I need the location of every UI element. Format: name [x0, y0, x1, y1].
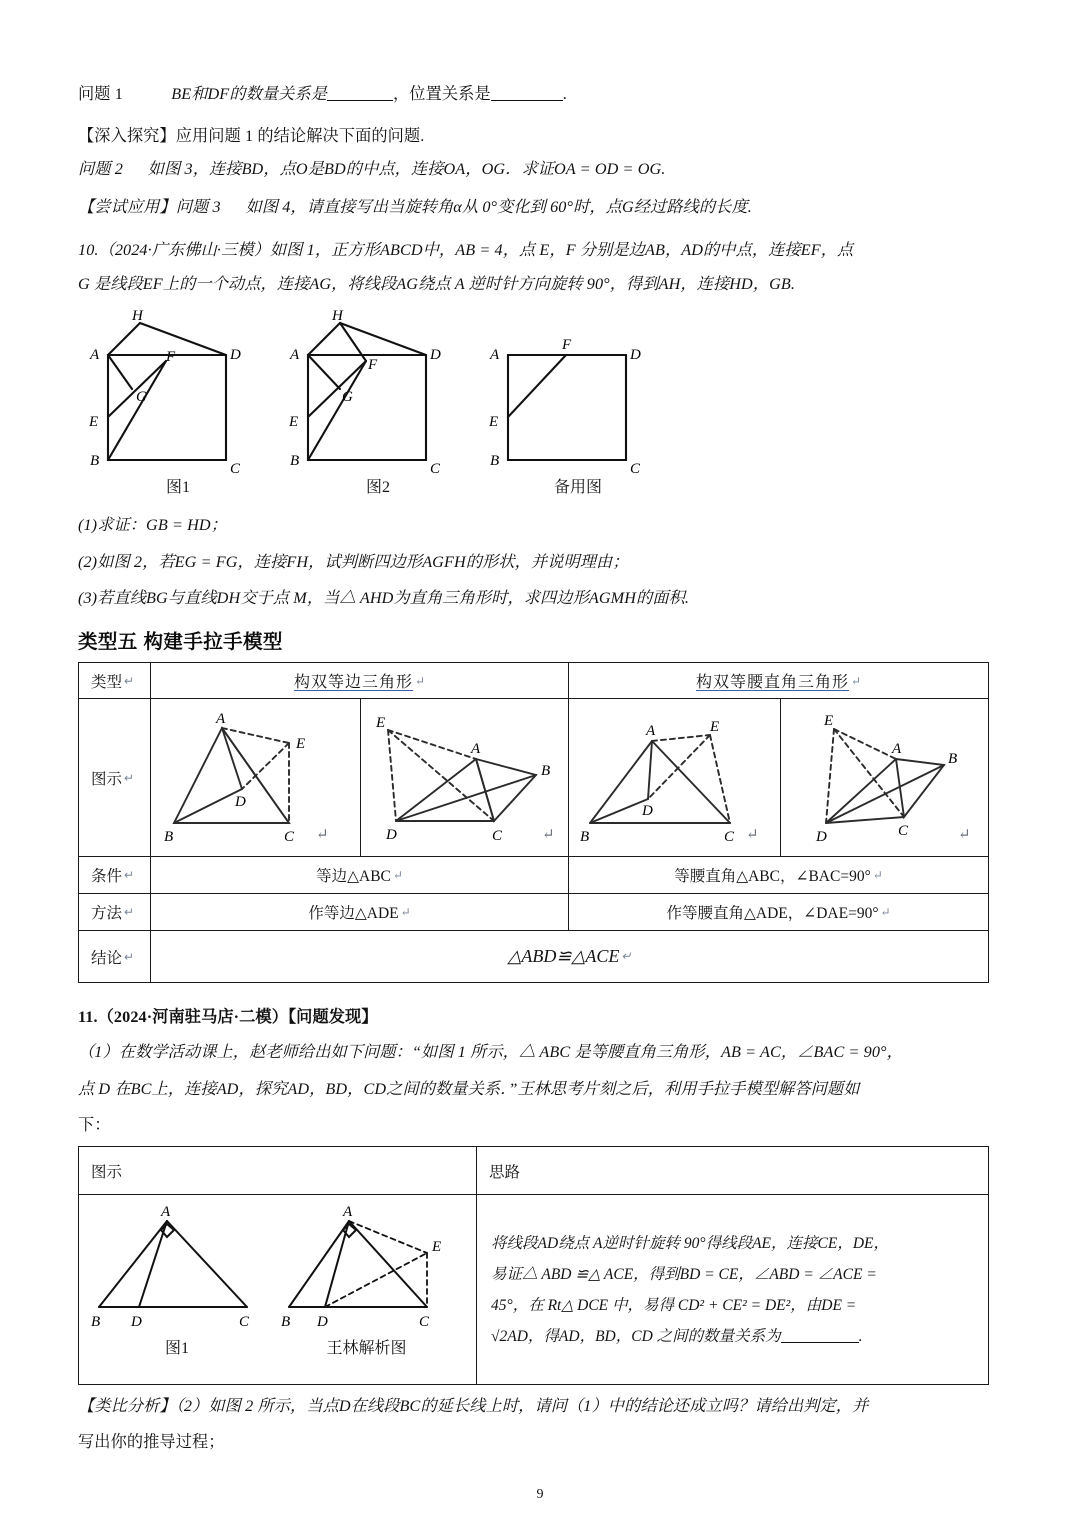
label-A: A — [891, 740, 901, 757]
table-figure-cell-4 — [781, 699, 989, 857]
problem-1-line — [78, 82, 567, 106]
pilcrow-icon: ↵ — [124, 770, 135, 785]
figure-3-label-E: E — [489, 414, 499, 430]
figure-3-caption: 备用图 — [553, 479, 602, 496]
figure-3-label-F: F — [562, 337, 572, 353]
problem-2-line: 问题 2 如图 3，连接BD，点O是BD的中点，连接OA，OG．求证OA = OD = OG. — [78, 160, 666, 178]
pilcrow-icon: ↵ — [621, 949, 632, 963]
label-A: A — [470, 740, 480, 757]
problem-1-label: 问题 1 — [78, 85, 123, 103]
pilcrow-icon: ↵ — [745, 826, 759, 843]
table2-header-figure: 图示 — [79, 1147, 477, 1195]
table2-fig-right-caption: 王林解析图 — [326, 1340, 407, 1357]
pilcrow-icon: ↵ — [124, 673, 135, 688]
idea-line-3: 45°，在 Rt△ DCE 中，易得 CD² + CE² = DE²，由DE = — [491, 1296, 857, 1314]
question-11-line-1: （1）在数学活动课上，赵老师给出如下问题：“如图 1 所示，△ ABC 是等腰直角三角形，AB = AC，∠BAC = 90°， — [78, 1043, 903, 1061]
handshake-model-table — [78, 662, 989, 983]
label-A: A — [343, 1204, 353, 1220]
analogy-analysis-line-2: 写出你的推导过程； — [78, 1433, 225, 1451]
figure-1-caption: 图1 — [165, 479, 190, 496]
figure-2-label-C: C — [430, 461, 441, 477]
table2-body-row — [79, 1195, 989, 1385]
figure-1-label-D: D — [230, 347, 241, 363]
answer-blank-3 — [781, 1342, 859, 1343]
label-C: C — [723, 828, 734, 845]
problem-1-text-b: ，位置关系是 — [393, 85, 491, 103]
pilcrow-icon: ↵ — [124, 905, 135, 919]
label-D: D — [234, 793, 246, 810]
conclusion-text: △ABD≌△ACE ↵ — [151, 931, 989, 983]
figure-1-label-H: H — [132, 308, 143, 324]
question-11-line-3: 下： — [78, 1116, 111, 1134]
label-D: D — [815, 828, 827, 845]
pilcrow-icon: ↵ — [872, 868, 883, 882]
answer-blank-1 — [327, 100, 393, 101]
figure-2-label-D: D — [430, 347, 441, 363]
problem-3-line: 【尝试应用】问题 3 如图 4，请直接写出当旋转角α从 0°变化到 60°时，点G经过路线的长度. — [78, 198, 752, 216]
pilcrow-icon: ↵ — [124, 949, 135, 964]
row-label-conclusion: 结论 ↵ — [79, 931, 151, 983]
row-label-method: 方法 ↵ — [79, 894, 151, 931]
figure-1-label-E: E — [89, 414, 99, 430]
label-B: B — [579, 828, 589, 845]
figure-1-label-A: A — [90, 347, 100, 363]
table2-figure-cell — [79, 1195, 477, 1385]
row-label-figure: 图示 ↵ — [79, 699, 151, 857]
pilcrow-icon: ↵ — [851, 674, 862, 688]
pilcrow-icon: ↵ — [880, 905, 891, 919]
section-heading-type-5: 类型五 构建手拉手模型 — [78, 631, 283, 653]
answer-blank-2 — [491, 100, 563, 101]
equilateral-diagram-1 — [156, 703, 356, 853]
table2-idea-cell — [477, 1195, 989, 1385]
figure-2-diagram — [278, 305, 478, 480]
label-E: E — [295, 735, 305, 752]
pilcrow-icon: ↵ — [315, 826, 329, 843]
header-isosceles-right: 构双等腰直角三角形 ↵ — [569, 663, 989, 699]
figure-1-label-G: G — [136, 389, 147, 405]
isosceles-right-diagram-1 — [574, 703, 776, 853]
table2-header-row — [79, 1147, 989, 1195]
wanglin-analysis-diagram — [277, 1203, 457, 1333]
pilcrow-icon: ↵ — [414, 674, 426, 688]
row-label-condition: 条件 ↵ — [79, 857, 151, 894]
pilcrow-icon: ↵ — [392, 868, 403, 882]
label-C: C — [283, 828, 294, 845]
idea-line-4: √2AD，得AD，BD，CD 之间的数量关系为 . — [491, 1327, 863, 1345]
pilcrow-icon: ↵ — [124, 868, 135, 882]
table-row-method — [79, 894, 989, 931]
table-figure-cell-1 — [151, 699, 361, 857]
table2-fig-left-caption: 图1 — [164, 1340, 189, 1357]
row-label-type: 类型 ↵ — [79, 663, 151, 699]
table-figure-cell-3 — [569, 699, 781, 857]
question-10-line-2: G 是线段EF上的一个动点，连接AG，将线段AG绕点 A 逆时针方向旋转 90°，得到AH，连接HD，GB. — [78, 275, 796, 293]
table-row-figures — [79, 699, 989, 857]
condition-isosceles-right: 等腰直角△ABC，∠BAC=90° ↵ — [569, 857, 989, 894]
figure-2-label-B: B — [290, 453, 300, 469]
label-A: A — [645, 722, 655, 739]
sub-question-3: (3)若直线BG与直线DH交于点 M，当△ AHD为直角三角形时，求四边形AGMH的面积. — [78, 589, 690, 607]
label-C: C — [239, 1314, 250, 1330]
figure-1-diagram — [78, 305, 278, 480]
figure-2-label-A: A — [290, 347, 300, 363]
figure-1-label-F: F — [166, 349, 176, 365]
label-E: E — [709, 718, 719, 735]
question-10-line-1: 10.（2024·广东佛山·三模）如图 1，正方形ABCD中，AB = 4，点 E，F 分别是边AB，AD的中点，连接EF，点 — [78, 241, 854, 259]
table-row-condition — [79, 857, 989, 894]
table-figure-cell-2 — [361, 699, 569, 857]
label-C: C — [419, 1314, 430, 1330]
figure-3-label-D: D — [630, 347, 641, 363]
analogy-analysis-line-1: 【类比分析】（2）如图 2 所示，当点D在线段BC的延长线上时，请问（1）中的结论还成立吗？请给出判定，并 — [78, 1397, 869, 1415]
label-D: D — [131, 1314, 142, 1330]
condition-equilateral: 等边△ABC ↵ — [151, 857, 569, 894]
equilateral-diagram-2 — [366, 703, 564, 853]
method-equilateral: 作等边△ADE ↵ — [151, 894, 569, 931]
figure-2-label-F: F — [368, 357, 378, 373]
figure-3-diagram — [478, 305, 678, 480]
figure-2-label-H: H — [332, 308, 343, 324]
question-11-header: 11.（2024·河南驻马店·二模）【问题发现】 — [78, 1008, 378, 1026]
method-isosceles-right: 作等腰直角△ADE，∠DAE=90° ↵ — [569, 894, 989, 931]
isosceles-right-diagram-2 — [786, 703, 984, 853]
figure-3-label-B: B — [490, 453, 500, 469]
figure-1-label-B: B — [90, 453, 100, 469]
label-D: D — [317, 1314, 328, 1330]
label-A: A — [161, 1204, 171, 1220]
fig1-isosceles-triangle — [87, 1203, 267, 1333]
table-row-type — [79, 663, 989, 699]
sub-question-2: (2)如图 2，若EG = FG，连接FH，试判断四边形AGFH的形状，并说明理由； — [78, 553, 629, 571]
label-A: A — [215, 710, 225, 727]
idea-line-2: 易证△ ABD ≌△ ACE，得到BD = CE，∠ABD = ∠ACE = — [491, 1265, 877, 1283]
header-equilateral: 构双等边三角形 ↵ — [151, 663, 569, 699]
page-number: 9 — [536, 1487, 544, 1502]
idea-line-1: 将线段AD绕点 A逆时针旋转 90°得线段AE，连接CE，DE， — [491, 1234, 889, 1252]
pilcrow-icon: ↵ — [541, 826, 555, 843]
label-E: E — [375, 714, 385, 731]
label-D: D — [385, 826, 397, 843]
solution-idea-table — [78, 1146, 989, 1385]
label-D: D — [641, 802, 653, 819]
label-E: E — [823, 712, 833, 729]
label-B: B — [91, 1314, 101, 1330]
problem-1-text-a: BE和DF的数量关系是 — [171, 85, 328, 103]
deep-inquiry-line: 【深入探究】应用问题 1 的结论解决下面的问题. — [78, 127, 425, 145]
sub-question-1: (1)求证：GB = HD； — [78, 516, 227, 534]
label-E: E — [432, 1239, 442, 1255]
figure-2-caption: 图2 — [365, 479, 390, 496]
question-11-line-2: 点 D 在BC上，连接AD，探究AD，BD，CD之间的数量关系．”王林思考片刻之后，利用手拉手模型解答问题如 — [78, 1080, 860, 1098]
label-C: C — [491, 827, 502, 844]
problem-1-text-c: . — [562, 85, 567, 103]
figure-3-label-A: A — [490, 347, 500, 363]
figure-1-label-C: C — [230, 461, 241, 477]
figure-3-label-C: C — [630, 461, 641, 477]
label-B: B — [281, 1314, 291, 1330]
label-C: C — [897, 822, 908, 839]
label-B: B — [540, 762, 550, 779]
figure-2-label-G: G — [342, 389, 353, 405]
table2-header-idea: 思路 — [477, 1147, 989, 1195]
label-B: B — [947, 750, 957, 767]
table-row-conclusion — [79, 931, 989, 983]
pilcrow-icon: ↵ — [957, 826, 971, 843]
pilcrow-icon: ↵ — [400, 905, 411, 919]
figure-2-label-E: E — [289, 414, 299, 430]
label-B: B — [163, 828, 173, 845]
